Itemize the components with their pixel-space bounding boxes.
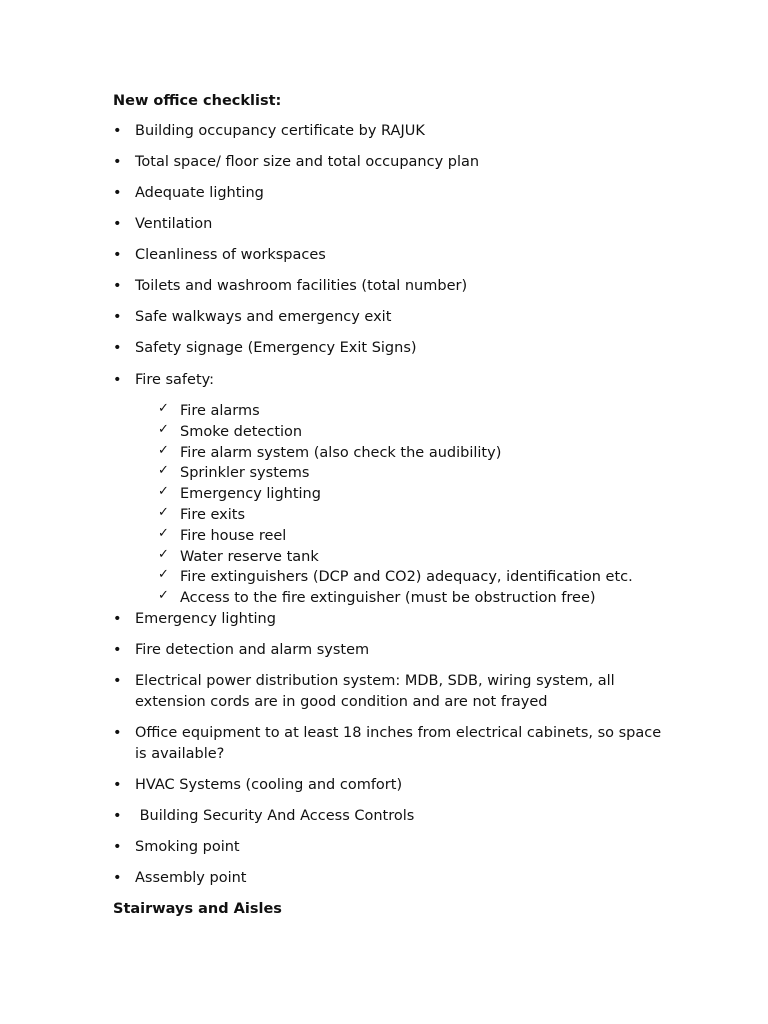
bullet-icon: •: [113, 278, 122, 294]
list-item: [113, 152, 673, 173]
bullet-icon: •: [113, 372, 122, 388]
check-item-text: Emergency lighting: [180, 486, 321, 503]
list-item-text: Office equipment to at least 18 inches from electrical cabinets, so space is available?: [135, 724, 662, 762]
checklist-before: [113, 121, 673, 391]
list-item: [113, 307, 673, 328]
list-item: [113, 183, 673, 204]
list-item: [113, 245, 673, 266]
bullet-icon: •: [113, 641, 122, 658]
list-item-text: Safe walkways and emergency exit: [135, 309, 392, 325]
checkmark-icon: ✓: [158, 401, 169, 416]
check-item: [158, 567, 673, 588]
checkmark-icon: ✓: [158, 484, 169, 500]
list-item-text: Fire detection and alarm system: [135, 641, 370, 658]
check-item: [158, 505, 673, 526]
checkmark-icon: ✓: [158, 442, 169, 458]
list-item: [113, 868, 673, 889]
list-item: [113, 609, 673, 630]
checkmark-icon: ✓: [158, 546, 169, 562]
check-item: [158, 484, 673, 505]
list-item-text: Adequate lighting: [135, 185, 264, 201]
document-page: [113, 91, 673, 919]
list-item-text: HVAC Systems (cooling and comfort): [135, 776, 403, 793]
checkmark-icon: ✓: [158, 567, 169, 583]
bullet-icon: •: [113, 309, 122, 325]
check-item-text: Fire extinguishers (DCP and CO2) adequacy, identification etc.: [180, 569, 633, 586]
list-item-text: Emergency lighting: [135, 610, 276, 627]
fire-safety-checklist: [113, 401, 673, 609]
bullet-icon: •: [113, 123, 122, 139]
list-item: [113, 338, 673, 359]
list-item-text: Building Security And Access Controls: [135, 807, 415, 824]
list-item-text: Ventilation: [135, 216, 213, 232]
list-item-text: Building occupancy certificate by RAJUK: [135, 123, 425, 139]
check-item-text: Fire exits: [180, 506, 246, 523]
bullet-icon: •: [113, 724, 122, 741]
list-item: [113, 214, 673, 235]
bullet-icon: •: [113, 216, 122, 232]
bullet-icon: •: [113, 247, 122, 263]
bullet-icon: •: [113, 154, 122, 170]
checklist-after: [113, 609, 673, 889]
check-item-text: Fire alarms: [180, 403, 260, 419]
list-item: [113, 671, 673, 713]
bullet-icon: •: [113, 776, 122, 793]
page-title: New office checklist:: [113, 93, 282, 109]
check-item: [158, 463, 673, 484]
checkmark-icon: ✓: [158, 504, 169, 520]
list-item-text: Toilets and washroom facilities (total number): [135, 278, 468, 294]
check-item-text: Sprinkler systems: [180, 465, 310, 482]
fire-safety-label: Fire safety:: [135, 372, 215, 388]
list-item-text: Total space/ floor size and total occupancy plan: [135, 154, 480, 170]
checkmark-icon: ✓: [158, 588, 169, 604]
bullet-icon: •: [113, 185, 122, 201]
list-item-text: Assembly point: [135, 869, 247, 886]
list-item: [113, 276, 673, 297]
check-item-text: Smoke detection: [180, 423, 303, 440]
section-heading: Stairways and Aisles: [113, 900, 282, 917]
check-item-text: Water reserve tank: [180, 548, 319, 565]
checkmark-icon: ✓: [158, 421, 169, 437]
list-item: [113, 723, 673, 765]
fire-safety-item: [113, 370, 673, 391]
check-item: [158, 422, 673, 443]
list-item: [113, 640, 673, 661]
list-item: [113, 775, 673, 796]
bullet-icon: •: [113, 610, 122, 627]
list-item: [113, 806, 673, 827]
bullet-icon: •: [113, 340, 122, 356]
check-item-text: Fire house reel: [180, 527, 287, 544]
check-item: [158, 588, 673, 609]
checkmark-icon: ✓: [158, 525, 169, 541]
check-item: [158, 526, 673, 547]
list-item-text: Cleanliness of workspaces: [135, 247, 326, 263]
check-item: [158, 401, 673, 422]
check-item-text: Access to the fire extinguisher (must be obstruction free): [180, 590, 596, 607]
check-item-text: Fire alarm system (also check the audibility): [180, 444, 502, 461]
list-item-text: Smoking point: [135, 838, 240, 855]
list-item-text: Safety signage (Emergency Exit Signs): [135, 340, 417, 356]
list-item: [113, 837, 673, 858]
check-item: [158, 443, 673, 464]
bullet-icon: •: [113, 807, 122, 824]
check-item: [158, 547, 673, 568]
list-item: [113, 121, 673, 142]
list-item-text: Electrical power distribution system: MDB, SDB, wiring system, all extension cords are in good condition and are not frayed: [135, 672, 615, 710]
bullet-icon: •: [113, 869, 122, 886]
checkmark-icon: ✓: [158, 463, 169, 479]
bullet-icon: •: [113, 838, 122, 855]
bullet-icon: •: [113, 672, 122, 689]
